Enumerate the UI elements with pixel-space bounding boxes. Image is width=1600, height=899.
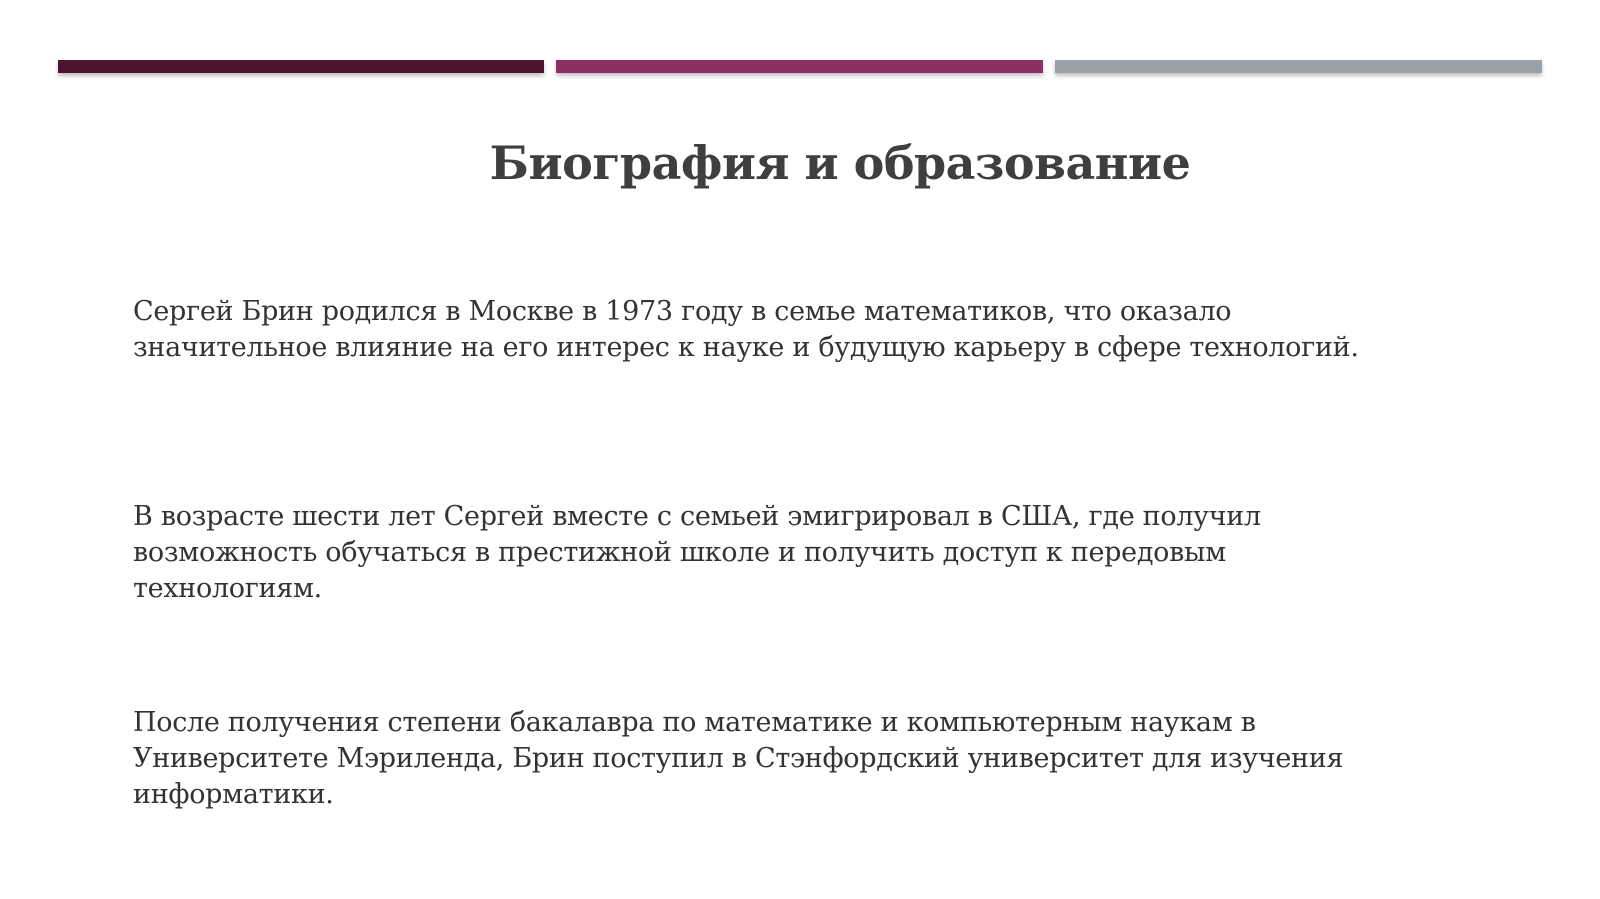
slide-title: Биография и образование: [489, 135, 1191, 190]
paragraph-line: значительное влияние на его интерес к науке и будущую карьеру в сфере технологий.: [133, 332, 1359, 363]
accent-bar-middle: [556, 60, 1043, 73]
paragraph-line: возможность обучаться в престижной школе и получить доступ к передовым: [133, 537, 1226, 568]
paragraph-birth: [133, 294, 1573, 366]
paragraph-line: После получения степени бакалавра по математике и компьютерным наукам в: [133, 707, 1256, 738]
paragraph-line: Университете Мэриленда, Брин поступил в Стэнфордский университет для изучения: [133, 743, 1344, 774]
paragraph-emigration: [133, 499, 1573, 607]
paragraph-line: информатики.: [133, 779, 334, 810]
paragraph-line: технологиям.: [133, 573, 322, 604]
paragraph-line: В возрасте шести лет Сергей вместе с семьей эмигрировал в США, где получил: [133, 501, 1261, 532]
paragraph-education: [133, 705, 1573, 813]
accent-bar-left: [58, 60, 544, 73]
paragraph-line: Сергей Брин родился в Москве в 1973 году в семье математиков, что оказало: [133, 296, 1232, 327]
accent-bar-right: [1055, 60, 1542, 73]
